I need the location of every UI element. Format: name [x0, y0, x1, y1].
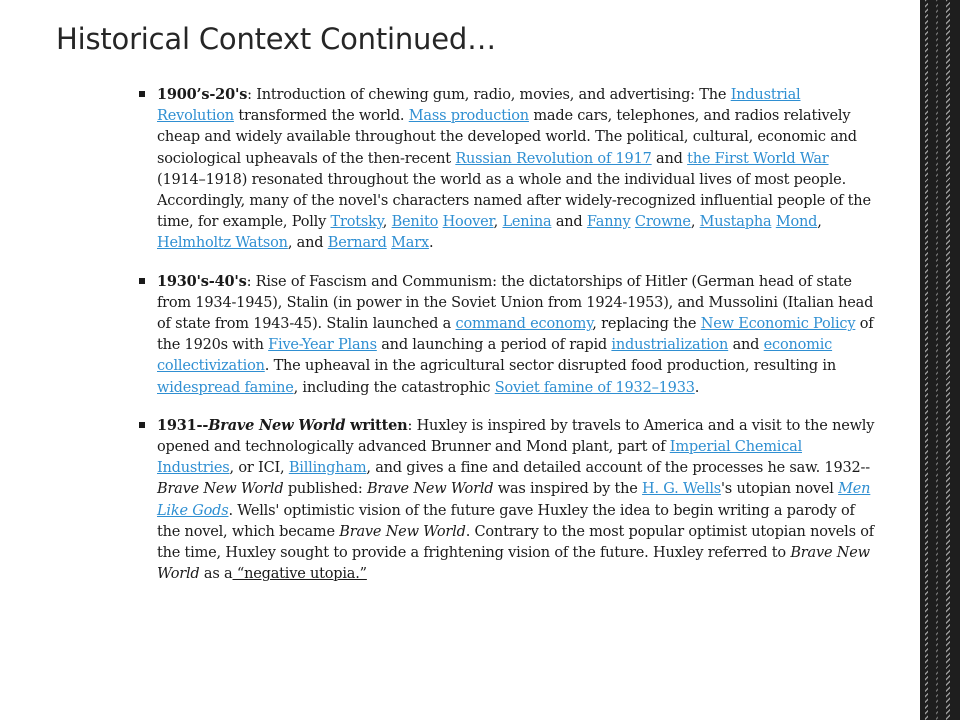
- bullet-heading-book: Brave New World: [208, 416, 346, 434]
- bullet-text: , including the catastrophic: [293, 379, 495, 396]
- bullet-text: ,: [817, 214, 822, 231]
- bullet-heading: 1900’s-20's: [157, 86, 248, 103]
- bullet-text: and: [651, 150, 688, 167]
- bullet-text: and: [728, 337, 764, 354]
- link-mustapha[interactable]: Mustapha: [699, 214, 772, 231]
- link-bernard[interactable]: Bernard: [327, 235, 387, 252]
- link-command-economy[interactable]: command economy: [455, 316, 593, 333]
- bullet-text: . The upheaval in the agricultural sector disrupted food production, resulting in: [264, 358, 836, 375]
- bullet-text: transformed the world.: [233, 108, 409, 125]
- bullet-text: , and: [287, 235, 328, 252]
- link-russian-revolution[interactable]: Russian Revolution of 1917: [455, 150, 652, 167]
- bullet-text: of the 1920s with: [157, 316, 874, 354]
- bullet-text: ,: [690, 214, 700, 231]
- decorative-stripe: [920, 0, 960, 720]
- bullet-text: (1914–1918) resonated throughout the world as a whole and the individual lives of most people. Accordingly, many of the novel's characters named after widely-recognized influential people of the time, for example, Polly: [157, 171, 871, 231]
- stripe-band: [946, 0, 950, 720]
- square-bullet-icon: [139, 91, 145, 97]
- bullet-heading: 1930's-40's: [157, 272, 247, 290]
- bullet-text: made cars, telephones, and radios relatively cheap and widely available throughout the developed world. The political, cultural, economic and sociological upheavals of the then-recent: [157, 108, 857, 167]
- stripe-band: [925, 0, 928, 720]
- link-five-year-plans[interactable]: Five-Year Plans: [268, 337, 377, 354]
- bullet-text: and: [551, 214, 587, 231]
- link-benito[interactable]: Benito: [391, 214, 439, 231]
- square-bullet-icon: [139, 422, 145, 428]
- link-soviet-famine[interactable]: Soviet famine of 1932–1933: [494, 379, 695, 396]
- link-trotsky[interactable]: Trotsky: [330, 214, 383, 231]
- bullet-text: was inspired by the: [493, 481, 643, 498]
- bullet-1930s-40s: [137, 271, 877, 399]
- bullet-heading-year: 1931--: [157, 416, 209, 434]
- bullet-text: , and gives a fine and detailed account of the processes he saw. 1932--: [366, 460, 870, 477]
- bullet-text: : Rise of Fascism and Communism: the dictatorships of Hitler (German head of state from 1934-1945), Stalin (in power in the Soviet Union from 1924-1953), and Mussolini (Italian head of state from 1943-45). Stalin launched a: [157, 273, 874, 333]
- link-new-economic-policy[interactable]: New Economic Policy: [700, 316, 856, 333]
- link-crowne[interactable]: Crowne: [634, 214, 691, 231]
- bullet-1900s-20s: [137, 84, 877, 255]
- bullet-text: and launching a period of rapid: [376, 337, 612, 354]
- bullet-text: ,: [382, 214, 392, 231]
- bullet-heading: [157, 417, 408, 434]
- book-title: Brave New World: [157, 545, 870, 583]
- link-lenina[interactable]: Lenina: [502, 214, 552, 231]
- bullet-text: as a: [199, 566, 233, 583]
- link-economic-collectivization[interactable]: economic collectivization: [157, 337, 833, 375]
- bullet-1931: [137, 415, 877, 586]
- link-first-world-war[interactable]: the First World War: [687, 150, 829, 167]
- link-negative-utopia[interactable]: “negative utopia.”: [232, 566, 367, 583]
- bullet-text: published:: [283, 481, 367, 498]
- bullet-list: [137, 84, 877, 585]
- link-mass-production[interactable]: Mass production: [408, 108, 529, 125]
- bullet-text: .: [694, 379, 700, 396]
- bullet-text: , replacing the: [592, 316, 701, 333]
- link-industrial-revolution[interactable]: Industrial Revolution: [157, 87, 801, 125]
- link-helmholtz-watson[interactable]: Helmholtz Watson: [157, 235, 288, 252]
- bullet-text: ,: [493, 214, 503, 231]
- bullet-text: : Huxley is inspired by travels to America and a visit to the newly opened and technologically advanced Brunner and Mond plant, part of: [157, 417, 875, 456]
- link-hoover[interactable]: Hoover: [442, 214, 494, 231]
- book-title: Brave New World: [366, 481, 494, 498]
- link-imperial-chemical-industries[interactable]: Imperial Chemical Industries: [157, 439, 803, 477]
- link-mond[interactable]: Mond: [775, 214, 818, 231]
- bullet-text: : Introduction of chewing gum, radio, movies, and advertising: The: [247, 87, 731, 103]
- link-fanny[interactable]: Fanny: [586, 214, 631, 231]
- slide-title: Historical Context Continued…: [56, 22, 496, 56]
- bullet-text: , or ICI,: [229, 460, 289, 477]
- link-industrialization[interactable]: industrialization: [611, 337, 729, 354]
- square-bullet-icon: [139, 278, 145, 284]
- link-marx[interactable]: Marx: [391, 235, 429, 252]
- bullet-text: 's utopian novel: [721, 481, 839, 498]
- link-billingham[interactable]: Billingham: [288, 460, 367, 477]
- bullet-heading-suffix: written: [345, 416, 408, 434]
- book-title: Brave New World: [157, 481, 284, 498]
- link-widespread-famine[interactable]: widespread famine: [157, 379, 294, 396]
- bullet-text: . Contrary to the most popular optimist utopian novels of the time, Huxley sought to provide a frightening vision of the future. Huxley referred to: [157, 523, 874, 562]
- stripe-band: [936, 0, 938, 720]
- link-men-like-gods[interactable]: Men Like Gods: [157, 481, 871, 519]
- bullet-text: .: [428, 235, 434, 252]
- bullet-text: . Wells' optimistic vision of the future gave Huxley the idea to begin writing a parody of the novel, which became: [157, 502, 855, 540]
- book-title: Brave New World: [339, 523, 466, 540]
- link-hg-wells[interactable]: H. G. Wells: [642, 481, 722, 498]
